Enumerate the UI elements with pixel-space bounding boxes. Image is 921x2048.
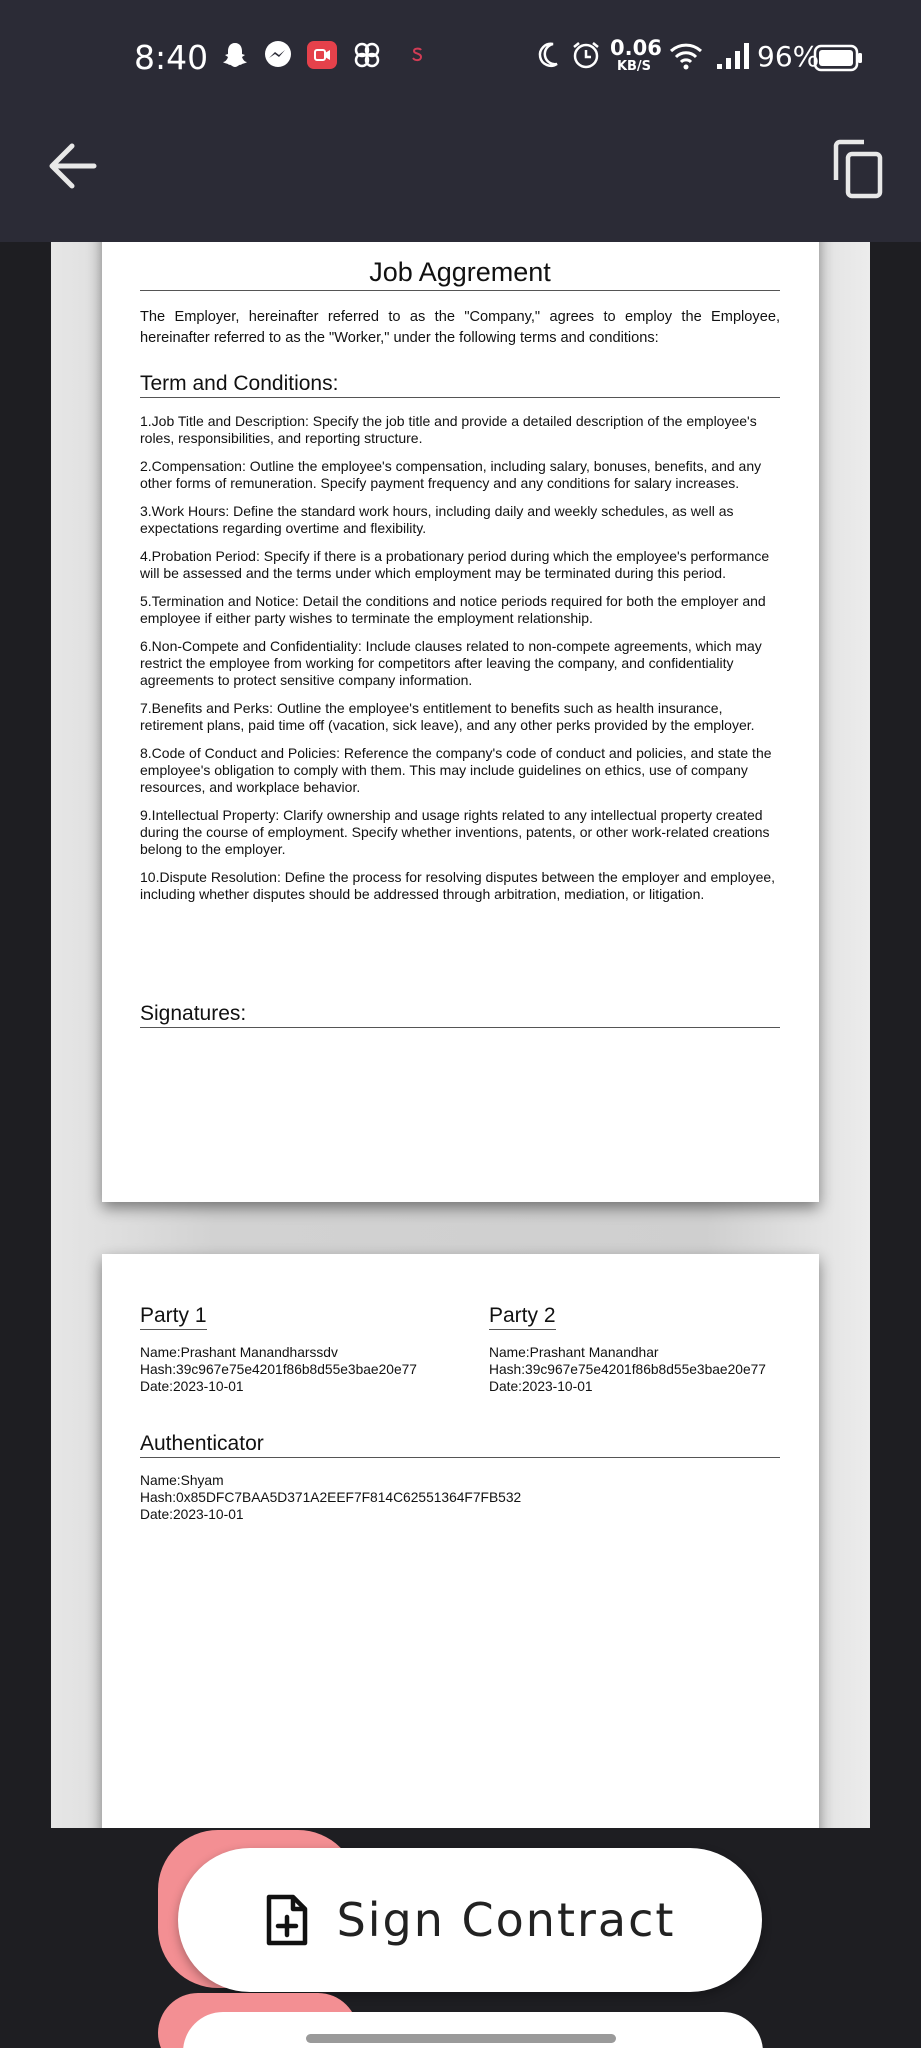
clause-list [140, 413, 780, 914]
signal-icon [716, 40, 752, 70]
clause-item: 2.Compensation: Outline the employee's compensation, including salary, bonuses, benefits, and any other forms of remuneration. Specify payment frequency and any conditions for salary increases. [140, 458, 762, 491]
file-plus-icon [265, 1893, 309, 1947]
party-1-heading: Party 1 [140, 1304, 207, 1330]
document-page-1 [102, 242, 819, 1202]
party-1-name: Name:Prashant Manandharssdv [140, 1345, 338, 1360]
clause-item: 5.Termination and Notice: Detail the conditions and notice periods required for both the employer and employee if either party wishes to terminate the employment relationship. [140, 593, 766, 626]
terms-heading: Term and Conditions: [140, 372, 780, 398]
signatures-heading: Signatures: [140, 1002, 780, 1028]
clause-item: 8.Code of Conduct and Policies: Reference the company's code of conduct and policies, and state the employee's obligation to comply with them. This may include guidelines on ethics, use of company resources, and workplace behavior. [140, 745, 772, 795]
clause-item: 7.Benefits and Perks: Outline the employee's entitlement to benefits such as health insurance, retirement plans, paid time off (vacation, sick leave), and any other perks provided by the employer. [140, 700, 755, 733]
party-2-hash: Hash:39c967e75e4201f86b8d55e3bae20e77 [489, 1362, 766, 1377]
party-1-hash: Hash:39c967e75e4201f86b8d55e3bae20e77 [140, 1362, 417, 1377]
authenticator-block [140, 1472, 521, 1523]
clause-item: 1.Job Title and Description: Specify the job title and provide a detailed description of the employee's roles, responsibilities, and reporting structure. [140, 413, 757, 446]
party-2-block [489, 1304, 809, 1395]
alarm-icon [571, 40, 601, 70]
authenticator-name: Name:Shyam [140, 1473, 224, 1488]
messenger-icon [263, 40, 293, 70]
clause-item: 4.Probation Period: Specify if there is a probationary period during which the employee's performance will be assessed and the terms under which employment may be terminated during this period. [140, 548, 770, 581]
sign-contract-button[interactable] [178, 1848, 762, 1992]
moon-icon [535, 40, 561, 70]
document-page-2 [102, 1254, 819, 1828]
party-1-date: Date:2023-10-01 [140, 1379, 244, 1394]
copy-icon[interactable] [832, 138, 884, 200]
clause-item: 9.Intellectual Property: Clarify ownership and usage rights related to any intellectual property created during the course of employment. Specify whether inventions, patents, or other work-related creations belong to the employer. [140, 807, 770, 857]
battery-percent: 96% [757, 40, 820, 73]
authenticator-hash: Hash:0x85DFC7BAA5D371A2EEF7F814C62551364F7FB532 [140, 1490, 522, 1505]
authenticator-heading: Authenticator [140, 1432, 780, 1458]
document-intro: The Employer, hereinafter referred to as the "Company," agrees to employ the Employee, hereinafter referred to as the "Worker," under the following terms and conditions: [140, 309, 780, 346]
clause-item: 6.Non-Compete and Confidentiality: Include clauses related to non-compete agreements, which may restrict the employee from working for competitors after leaving the company, and confidentiality agreements to protect sensitive company information. [140, 638, 762, 688]
authenticator-date: Date:2023-10-01 [140, 1507, 244, 1522]
party-2-heading: Party 2 [489, 1304, 556, 1330]
network-speed-unit: KB/S [616, 59, 652, 74]
app-s-icon [410, 40, 424, 70]
back-arrow-icon[interactable] [46, 140, 98, 192]
document-title: Job Aggrement [140, 257, 780, 291]
sign-contract-label: Sign Contract [336, 1893, 676, 1947]
party-2-name: Name:Prashant Manandhar [489, 1345, 659, 1360]
party-1-block [140, 1304, 460, 1395]
home-indicator[interactable] [306, 2034, 616, 2043]
status-time: 8:40 [134, 38, 209, 77]
pinwheel-icon [352, 40, 382, 70]
clause-item: 3.Work Hours: Define the standard work hours, including daily and weekly schedules, as well as expectations regarding overtime and flexibility. [140, 503, 734, 536]
app-header [0, 0, 921, 242]
network-speed [610, 36, 662, 74]
network-speed-value: 0.06 [610, 36, 662, 60]
document-viewer[interactable] [51, 242, 870, 1828]
battery-icon [813, 44, 863, 72]
screen-record-icon [306, 40, 338, 70]
party-2-date: Date:2023-10-01 [489, 1379, 593, 1394]
clause-item: 10.Dispute Resolution: Define the process for resolving disputes between the employer and employee, including whether disputes should be addressed through arbitration, mediation, or litigation. [140, 869, 776, 902]
snapchat-icon [220, 40, 250, 70]
wifi-icon [668, 40, 704, 70]
